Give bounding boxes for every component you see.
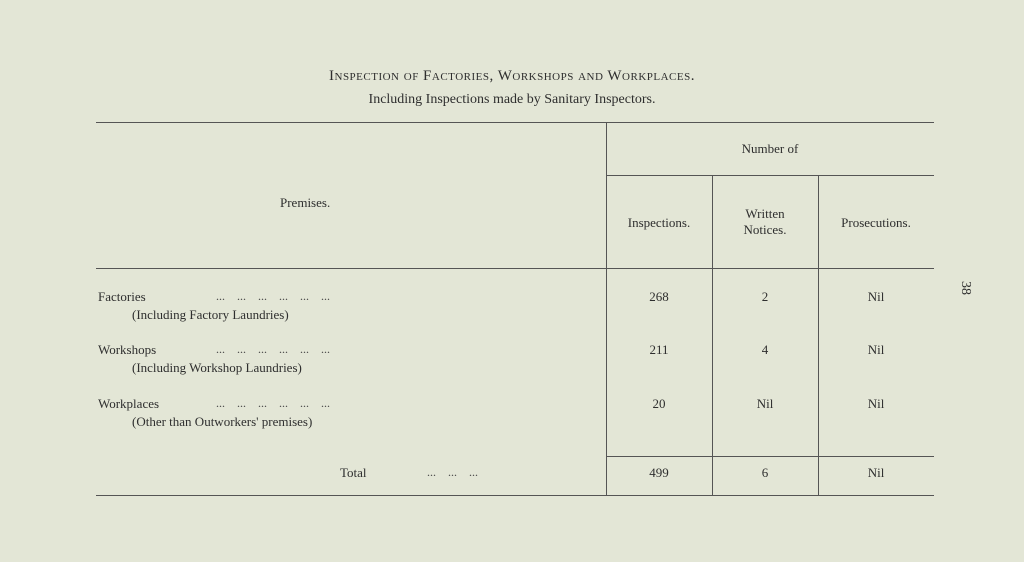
prosecutions-value: Nil <box>867 342 885 357</box>
row-subtitle: (Other than Outworkers' premises) <box>132 414 313 429</box>
prosecutions-value: Nil <box>867 396 885 411</box>
written-notices-header: Written Notices. <box>743 206 787 237</box>
premises-header: Premises. <box>280 195 331 210</box>
inspections-value: 268 <box>649 289 669 304</box>
total-label: Total <box>340 465 367 480</box>
prosecutions-value: Nil <box>867 289 885 304</box>
total-inspections-value: 499 <box>649 465 669 480</box>
table-subtitle: Including Inspections made by Sanitary Inspectors. <box>368 92 656 107</box>
row-subtitle: (Including Workshop Laundries) <box>132 360 302 375</box>
total-prosecutions-value: Nil <box>867 465 885 480</box>
header-bottom-rule <box>96 268 934 269</box>
premises-column-rule <box>606 122 607 495</box>
leader-dots: ... ... ... ... ... ... <box>216 342 330 356</box>
inspections-value: 20 <box>652 396 666 411</box>
notices-value: 2 <box>761 289 769 304</box>
header-divider <box>606 175 934 176</box>
notices-value: Nil <box>756 396 774 411</box>
row-name: Factories <box>98 289 146 304</box>
inspections-column-rule <box>712 175 713 495</box>
leader-dots: ... ... ... <box>427 465 478 479</box>
number-of-header: Number of <box>741 141 799 156</box>
inspections-value: 211 <box>649 342 669 357</box>
total-notices-value: 6 <box>761 465 769 480</box>
notices-value: 4 <box>761 342 769 357</box>
table-title: Inspection of Factories, Workshops and Workplaces. <box>329 68 695 84</box>
row-name: Workplaces <box>98 396 160 411</box>
prosecutions-header: Prosecutions. <box>841 215 911 230</box>
inspections-header: Inspections. <box>627 215 691 230</box>
row-name: Workshops <box>98 342 157 357</box>
total-rule <box>606 456 934 457</box>
table-top-rule <box>96 122 934 123</box>
leader-dots: ... ... ... ... ... ... <box>216 396 330 410</box>
table-bottom-rule <box>96 495 934 496</box>
leader-dots: ... ... ... ... ... ... <box>216 289 330 303</box>
page-number: 38 <box>958 281 973 295</box>
row-subtitle: (Including Factory Laundries) <box>132 307 289 322</box>
